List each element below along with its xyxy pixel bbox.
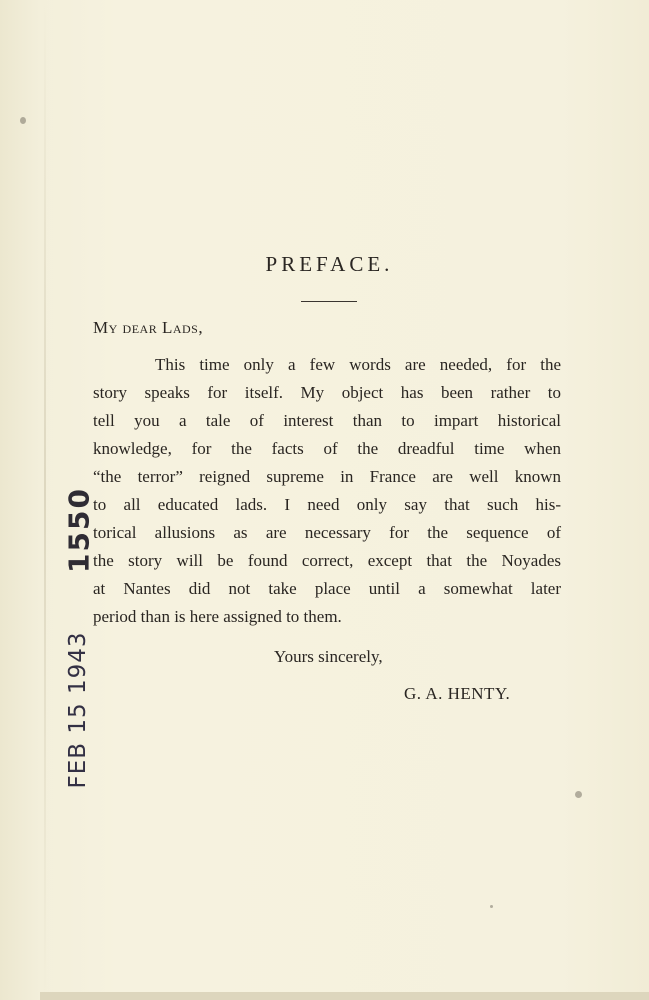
salutation: My dear Lads,: [93, 318, 204, 337]
body-line: period than is here assigned to them.: [93, 607, 342, 626]
paper-speck: [575, 791, 582, 798]
body-line: knowledge, for the facts of the dreadful time when: [93, 439, 561, 458]
body-line: “the terror” reigned supreme in France are well known: [93, 467, 561, 486]
body-line: This time only a few words are needed, for the: [155, 355, 561, 374]
body-line: torical allusions as are necessary for the sequence of: [93, 523, 561, 542]
title-rule: [301, 301, 357, 302]
closing: Yours sincerely,: [274, 647, 383, 666]
date-stamp: [58, 630, 98, 790]
body-line: story speaks for itself. My object has been rather to: [93, 383, 561, 402]
paper-speck: [490, 905, 493, 908]
page-gutter: [44, 0, 46, 1000]
accession-number-stamp: [62, 480, 96, 580]
body-line: at Nantes did not take place until a somewhat later: [93, 579, 561, 598]
paper-speck: [20, 117, 26, 124]
signature: G. A. HENTY.: [404, 684, 511, 703]
body-line: to all educated lads. I need only say that such his-: [93, 495, 561, 514]
accession-number: 1550: [62, 487, 96, 573]
page-bottom-edge: [40, 992, 649, 1000]
date-stamp-text: FEB 15 1943: [65, 631, 91, 789]
preface-body: [93, 351, 561, 631]
body-line: tell you a tale of interest than to impart historical: [93, 411, 561, 430]
body-line: the story will be found correct, except that the Noyades: [93, 551, 561, 570]
page-title: PREFACE.: [265, 252, 394, 276]
